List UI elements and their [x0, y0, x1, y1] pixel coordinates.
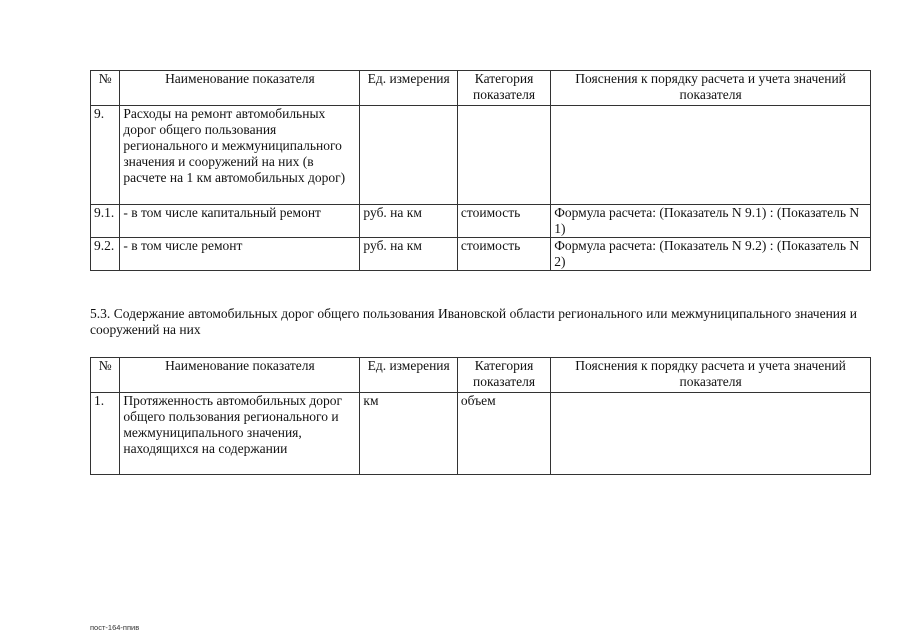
indicators-table-top — [90, 70, 871, 271]
table-row — [91, 205, 871, 238]
row-num: 9.1. — [91, 205, 120, 238]
table-row — [91, 393, 871, 475]
row-category: стоимость — [457, 238, 550, 271]
header-num: № — [91, 358, 120, 393]
row-notes: Формула расчета: (Показатель N 9.1) : (Показатель N 1) — [551, 205, 871, 238]
row-notes: Формула расчета: (Показатель N 9.2) : (Показатель N 2) — [551, 238, 871, 271]
indicators-table-bottom — [90, 357, 871, 475]
table-header-row — [91, 358, 871, 393]
section-heading: 5.3. Содержание автомобильных дорог общего пользования Ивановской области регионального или межмуниципального значения и сооружений на них — [90, 306, 857, 337]
header-name: Наименование показателя — [120, 358, 360, 393]
row-unit: руб. на км — [360, 238, 457, 271]
row-category: объем — [457, 393, 550, 475]
header-notes: Пояснения к порядку расчета и учета значений показателя — [551, 358, 871, 393]
row-notes — [551, 393, 871, 475]
row-num: 1. — [91, 393, 120, 475]
table-row — [91, 238, 871, 271]
table-row — [91, 106, 871, 205]
header-unit: Ед. измерения — [360, 358, 457, 393]
row-unit — [360, 106, 457, 205]
row-unit: руб. на км — [360, 205, 457, 238]
header-unit: Ед. измерения — [360, 71, 457, 106]
row-num: 9. — [91, 106, 120, 205]
table-header-row — [91, 71, 871, 106]
row-name: - в том числе ремонт — [120, 238, 360, 271]
row-unit: км — [360, 393, 457, 475]
header-category: Категория показателя — [457, 358, 550, 393]
row-category: стоимость — [457, 205, 550, 238]
row-name: - в том числе капитальный ремонт — [120, 205, 360, 238]
row-notes — [551, 106, 871, 205]
header-notes: Пояснения к порядку расчета и учета значений показателя — [551, 71, 871, 106]
row-name: Протяженность автомобильных дорог общего пользования регионального и межмуниципального значения, находящихся на содержании — [120, 393, 360, 475]
footer-note: пост-164-ппив — [90, 623, 140, 632]
header-category: Категория показателя — [457, 71, 550, 106]
row-category — [457, 106, 550, 205]
row-num: 9.2. — [91, 238, 120, 271]
row-name: Расходы на ремонт автомобильных дорог общего пользования регионального и межмуниципального значения и сооружений на них (в расчете на 1 км автомобильных дорог) — [120, 106, 360, 205]
header-num: № — [91, 71, 120, 106]
header-name: Наименование показателя — [120, 71, 360, 106]
